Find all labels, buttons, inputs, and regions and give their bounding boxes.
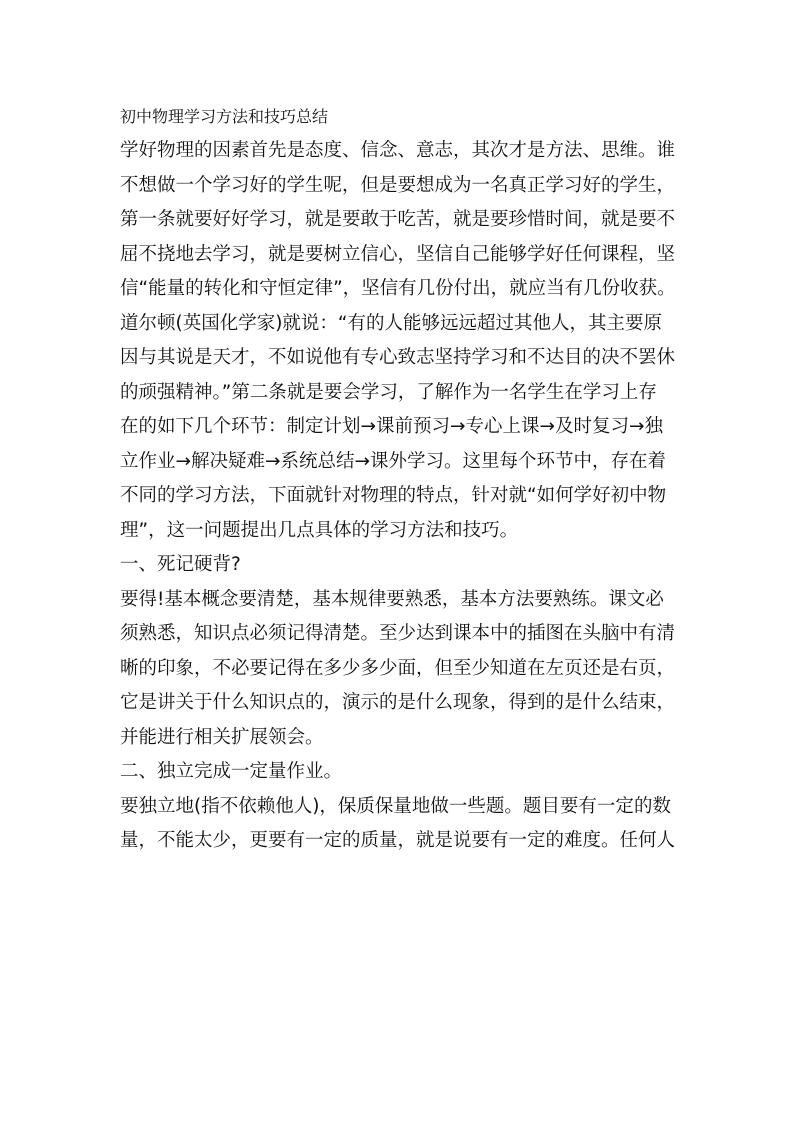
text-line: 学好物理的因素首先是态度、信念、意志，其次才是方法、思维。谁 (120, 140, 676, 161)
text-line: 信“能量的转化和守恒定律”，坚信有几份付出，就应当有几份收获。 (120, 278, 676, 299)
section-heading-2: 二、独立完成一定量作业。 (120, 761, 343, 782)
text-line: 不想做一个学习好的学生呢，但是要想成为一名真正学习好的学生， (120, 174, 676, 196)
text-line: 它是讲关于什么知识点的，演示的是什么现象，得到的是什么结束， (120, 692, 676, 713)
text-line: 立作业→解决疑难→系统总结→课外学习。这里每个环节中，存在着 (120, 450, 667, 472)
text-line: 因与其说是天才，不如说他有专心致志坚持学习和不达目的决不罢休 (120, 347, 676, 368)
document-title: 初中物理学习方法和技巧总结 (120, 107, 329, 126)
text-line: 晰的印象，不必要记得在多少多少面，但至少知道在左页还是右页， (120, 657, 676, 679)
text-line: 第一条就要好好学习，就是要敢于吃苦，就是要珍惜时间，就是要不 (120, 209, 676, 230)
text-line: 的顽强精神。”第二条就是要会学习，了解作为一名学生在学习上存 (120, 381, 657, 403)
text-line: 理”，这一问题提出几点具体的学习方法和技巧。 (120, 519, 519, 541)
text-line: 须熟悉，知识点必须记得清楚。至少达到课本中的插图在头脑中有清 (120, 623, 676, 644)
text-line: 在的如下几个环节：制定计划→课前预习→专心上课→及时复习→独 (120, 416, 664, 437)
text-line: 要得!基本概念要清楚，基本规律要熟悉，基本方法要熟练。课文必 (120, 588, 664, 610)
text-line: 道尔顿(英国化学家)就说：“有的人能够远远超过其他人，其主要原 (120, 312, 663, 334)
text-line: 不同的学习方法，下面就针对物理的特点，针对就“如何学好初中物 (120, 485, 667, 506)
section-heading-1: 一、死记硬背? (120, 554, 241, 575)
text-line: 要独立地(指不依赖他人)，保质保量地做一些题。题目要有一定的数 (120, 795, 671, 817)
text-line: 屈不挠地去学习，就是要树立信心，坚信自己能够学好任何课程，坚 (120, 243, 676, 265)
document-body (120, 100, 680, 859)
text-line: 量，不能太少，更要有一定的质量，就是说要有一定的难度。任何人 (120, 830, 676, 851)
text-line: 并能进行相关扩展领会。 (120, 726, 324, 748)
